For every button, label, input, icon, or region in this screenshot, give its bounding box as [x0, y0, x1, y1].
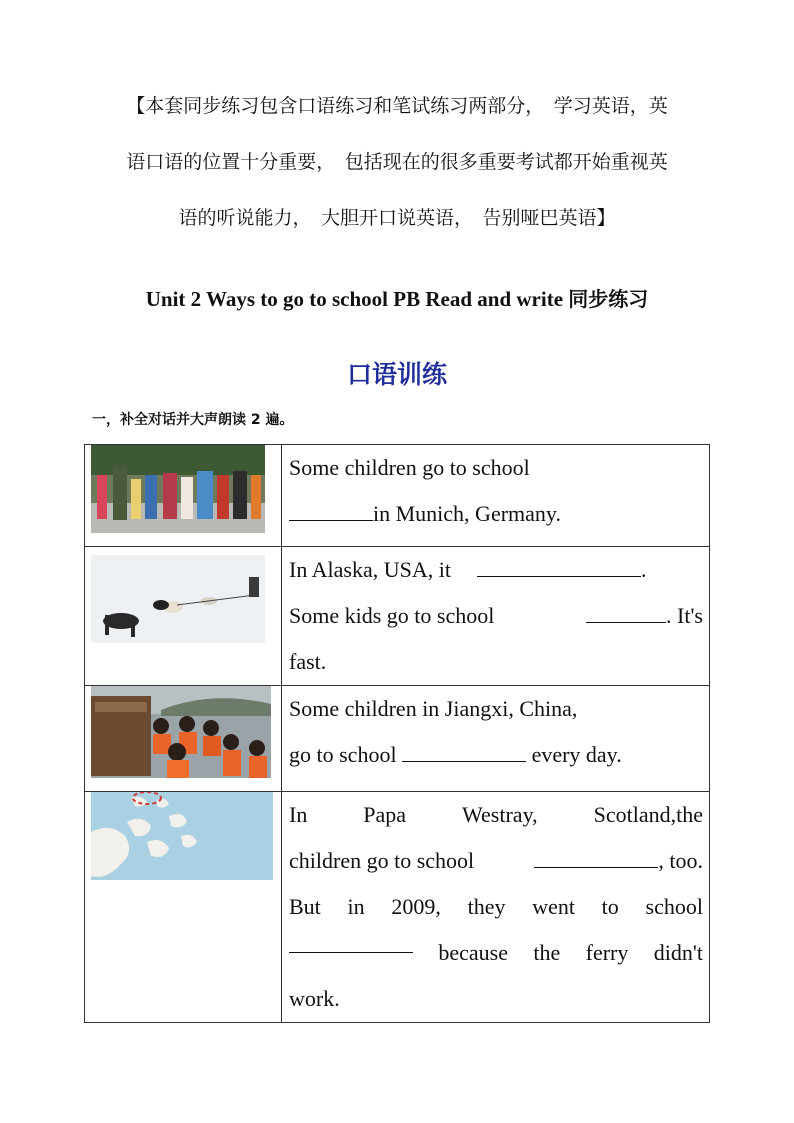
ferry-children-photo [91, 686, 271, 778]
sentence-fragment: But [289, 894, 321, 919]
exercise-table [84, 444, 710, 1023]
sentence-fragment: to [601, 894, 619, 919]
sentence-fragment: school [645, 894, 703, 919]
sentence-fragment: the [533, 940, 561, 965]
sentence-line [289, 930, 703, 976]
sentence-line: fast. [289, 649, 327, 674]
scotland-map [91, 792, 273, 880]
sentence-fragment: in [347, 894, 365, 919]
dog-sled-photo [91, 555, 265, 643]
image-cell [85, 792, 282, 1023]
answer-blank[interactable] [289, 498, 373, 521]
sentence-line [289, 593, 703, 639]
sentence-fragment: because [438, 940, 508, 965]
table-row [85, 792, 710, 1023]
table-row [85, 686, 710, 792]
sentence-line [289, 732, 703, 778]
sentence-line: Some children in Jiangxi, China, [289, 696, 578, 721]
sentence-line: work. [289, 986, 340, 1011]
sentence-fragment: Westray, [462, 802, 538, 827]
sentence-fragment: Some kids go to school [289, 603, 495, 628]
image-cell [85, 686, 282, 792]
answer-blank[interactable] [402, 739, 526, 762]
sentence-line [289, 884, 703, 930]
title-en: Unit 2 Ways to go to school PB Read and write [145, 287, 569, 311]
sentence-fragment: every day. [531, 742, 622, 767]
text-cell [282, 686, 710, 792]
intro-line: 【本套同步练习包含口语练习和笔试练习两部分， 学习英语，英 [126, 95, 668, 117]
answer-blank[interactable] [534, 845, 658, 868]
sentence-fragment: children go to school [289, 848, 475, 873]
text-cell [282, 547, 710, 686]
sentence-fragment: Scotland,the [593, 802, 703, 827]
table-row [85, 547, 710, 686]
answer-blank[interactable] [477, 554, 641, 577]
answer-blank[interactable] [586, 600, 666, 623]
sentence-fragment: Papa [363, 802, 407, 827]
sentence-line [289, 838, 703, 884]
table-row [85, 445, 710, 547]
answer-blank[interactable] [289, 930, 413, 953]
sentence-fragment: . It's [666, 603, 703, 628]
intro-line: 语口语的位置十分重要， 包括现在的很多重要考试都开始重视英 [126, 151, 668, 173]
task-instruction: 一，补全对话并大声朗读 2 遍。 [92, 412, 294, 428]
sentence-fragment: ferry [585, 940, 629, 965]
sentence-fragment: , too. [658, 848, 703, 873]
sentence-fragment: go to school [289, 742, 397, 767]
sentence-fragment: 2009, [391, 894, 441, 919]
sentence-fragment: didn't [653, 940, 703, 965]
sentence-fragment: they [467, 894, 506, 919]
sentence-fragment: In Alaska, USA, it [289, 557, 451, 582]
sentence-line: Some children go to school [289, 455, 530, 480]
section-title: 口语训练 [346, 360, 447, 389]
intro-line: 语的听说能力， 大胆开口说英语， 告别哑巴英语】 [178, 207, 616, 229]
sentence-fragment: went [532, 894, 575, 919]
sentence-line [289, 491, 703, 537]
image-cell [85, 445, 282, 547]
sentence-line: In Alaska, USA, it . [289, 547, 703, 593]
title-cn: 同步练习 [568, 287, 649, 311]
sentence-fragment: In [289, 802, 308, 827]
text-cell [282, 445, 710, 547]
intro-paragraph [84, 78, 710, 246]
sentence-fragment: in Munich, Germany. [373, 501, 561, 526]
text-cell [282, 792, 710, 1023]
sentence-line [289, 792, 703, 838]
image-cell [85, 547, 282, 686]
children-walking-photo [91, 445, 265, 533]
page-title [0, 283, 794, 312]
